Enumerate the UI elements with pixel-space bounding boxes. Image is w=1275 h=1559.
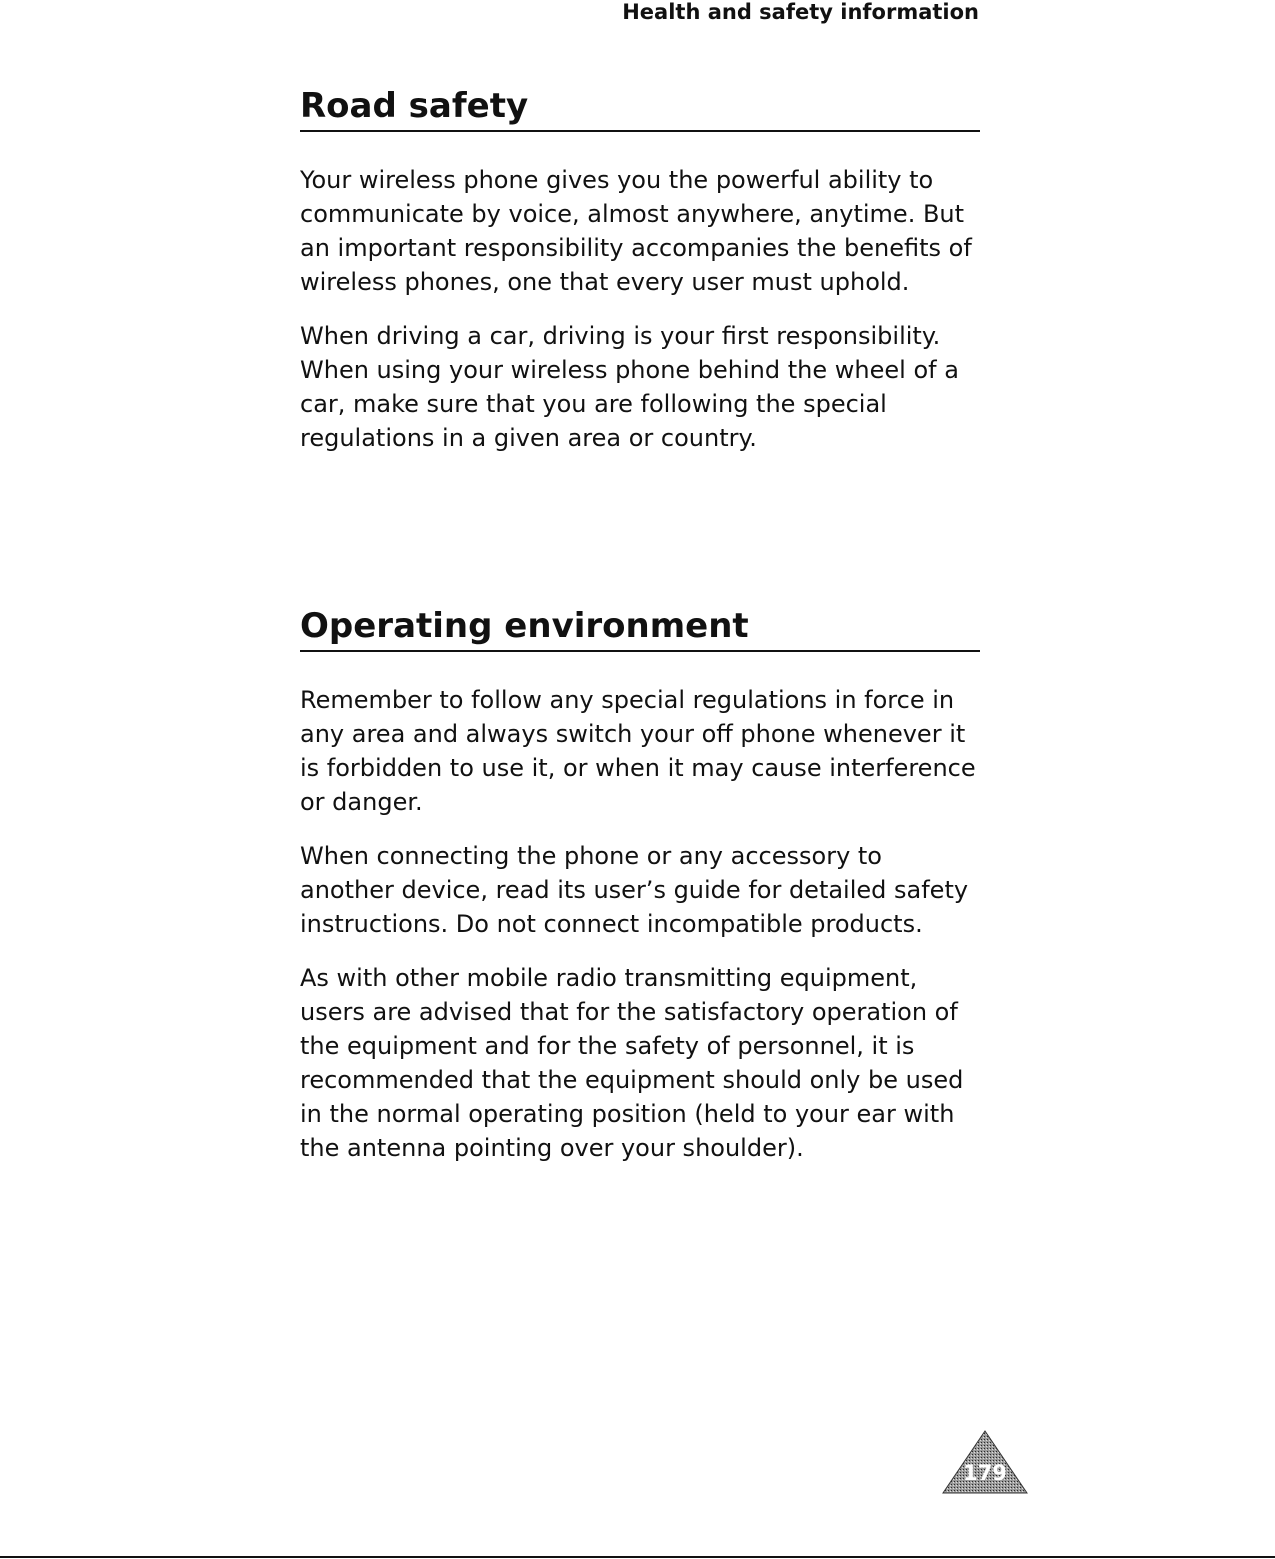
running-header-title: Health and safety information xyxy=(622,0,979,24)
section-title-operating-environment: Operating environment xyxy=(300,606,980,652)
section-operating-environment xyxy=(300,606,980,1165)
section-title-road-safety: Road safety xyxy=(300,86,980,132)
section-road-safety xyxy=(300,86,980,455)
paragraph: When connecting the phone or any accessory to another device, read its user’s guide for detailed safety instructions. Do not connect incompatible products. xyxy=(300,842,969,938)
page-number: 179 xyxy=(963,1461,1007,1485)
paragraph: As with other mobile radio transmitting equipment, users are advised that for the satisfactory operation of the equipment and for the safety of personnel, it is recommended that the equipment should only be used in the normal operating position (held to your ear with the antenna pointing over your shoulder). xyxy=(300,964,964,1162)
bottom-rule xyxy=(0,1556,1275,1558)
paragraph: Your wireless phone gives you the powerful ability to communicate by voice, almost anywhere, anytime. But an important responsibility accompanies the benefits of wireless phones, one that every user must uphold. xyxy=(300,166,972,296)
paragraph: When driving a car, driving is your first responsibility. When using your wireless phone behind the wheel of a car, make sure that you are following the special regulations in a given area or country. xyxy=(300,322,959,452)
paragraph: Remember to follow any special regulations in force in any area and always switch your off phone whenever it is forbidden to use it, or when it may cause interference or danger. xyxy=(300,686,976,816)
